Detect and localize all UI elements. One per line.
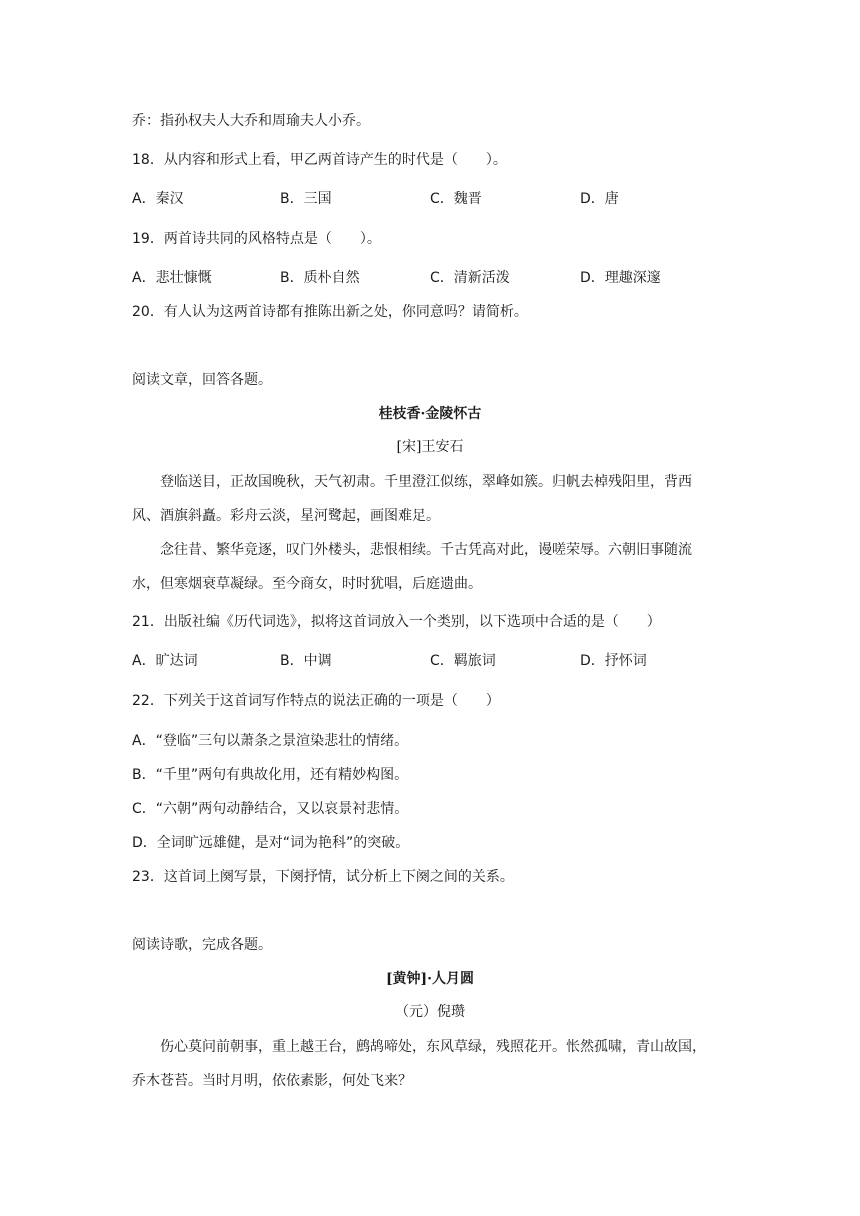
- poem-2-author: （元）倪瓒: [395, 1004, 465, 1020]
- question-18-option-d: D．唐: [580, 191, 619, 207]
- poem-1-line-1: 登临送目，正故国晚秋，天气初肃。千里澄江似练，翠峰如簇。归帆去棹残阳里，背西: [160, 474, 692, 490]
- question-22-option-c: C．“六朝”两句动静结合，又以哀景衬悲情。: [132, 801, 409, 817]
- question-21-stem: 21．出版社编《历代词选》，拟将这首词放入一个类别，以下选项中合适的是（ ）: [132, 614, 661, 630]
- question-19-option-a: A．悲壮慷慨: [132, 270, 212, 286]
- question-18-stem: 18．从内容和形式上看，甲乙两首诗产生的时代是（ ）。: [132, 152, 507, 168]
- poem-1-author: [宋]王安石: [396, 439, 464, 455]
- question-19-stem: 19．两首诗共同的风格特点是（ ）。: [132, 231, 381, 247]
- question-20-stem: 20．有人认为这两首诗都有推陈出新之处，你同意吗？请简析。: [132, 304, 528, 320]
- poem-2-line-2: 乔木苍苔。当时月明，依依素影，何处飞来？: [132, 1073, 412, 1089]
- question-22-option-d: D．全词旷远雄健，是对“词为艳科”的突破。: [132, 835, 410, 851]
- section-2-intro: 阅读文章，回答各题。: [132, 372, 272, 388]
- question-18-option-a: A．秦汉: [132, 191, 184, 207]
- question-22-option-a: A．“登临”三句以萧条之景渲染悲壮的情绪。: [132, 733, 409, 749]
- question-21-option-c: C．羁旅词: [430, 653, 496, 669]
- question-21-option-a: A．旷达词: [132, 653, 198, 669]
- note-text: 乔：指孙权夫人大乔和周瑜夫人小乔。: [132, 113, 370, 129]
- question-18-option-c: C．魏晋: [430, 191, 482, 207]
- question-18-option-b: B．三国: [280, 191, 332, 207]
- poem-2-title: [黄钟]·人月圆: [385, 971, 475, 987]
- poem-1-line-4: 水，但寒烟衰草凝绿。至今商女，时时犹唱，后庭遗曲。: [132, 576, 482, 592]
- section-3-intro: 阅读诗歌，完成各题。: [132, 937, 272, 953]
- poem-1-title: 桂枝香·金陵怀古: [378, 406, 482, 422]
- question-22-stem: 22．下列关于这首词写作特点的说法正确的一项是（ ）: [132, 693, 500, 709]
- question-19-option-d: D．理趣深邃: [580, 270, 661, 286]
- question-23-stem: 23．这首词上阕写景，下阕抒情，试分析上下阕之间的关系。: [132, 869, 514, 885]
- question-21-option-b: B．中调: [280, 653, 332, 669]
- question-22-option-b: B．“千里”两句有典故化用，还有精妙构图。: [132, 767, 409, 783]
- question-21-option-d: D．抒怀词: [580, 653, 647, 669]
- poem-2-line-1: 伤心莫问前朝事，重上越王台，鹧鸪啼处，东风草绿，残照花开。怅然孤啸，青山故国，: [160, 1039, 706, 1055]
- poem-1-line-2: 风、酒旗斜矗。彩舟云淡，星河鹭起，画图难足。: [132, 508, 440, 524]
- question-19-option-b: B．质朴自然: [280, 270, 360, 286]
- poem-1-line-3: 念往昔、繁华竞逐，叹门外楼头，悲恨相续。千古凭高对此，谩嗟荣辱。六朝旧事随流: [160, 542, 692, 558]
- question-19-option-c: C．清新活泼: [430, 270, 510, 286]
